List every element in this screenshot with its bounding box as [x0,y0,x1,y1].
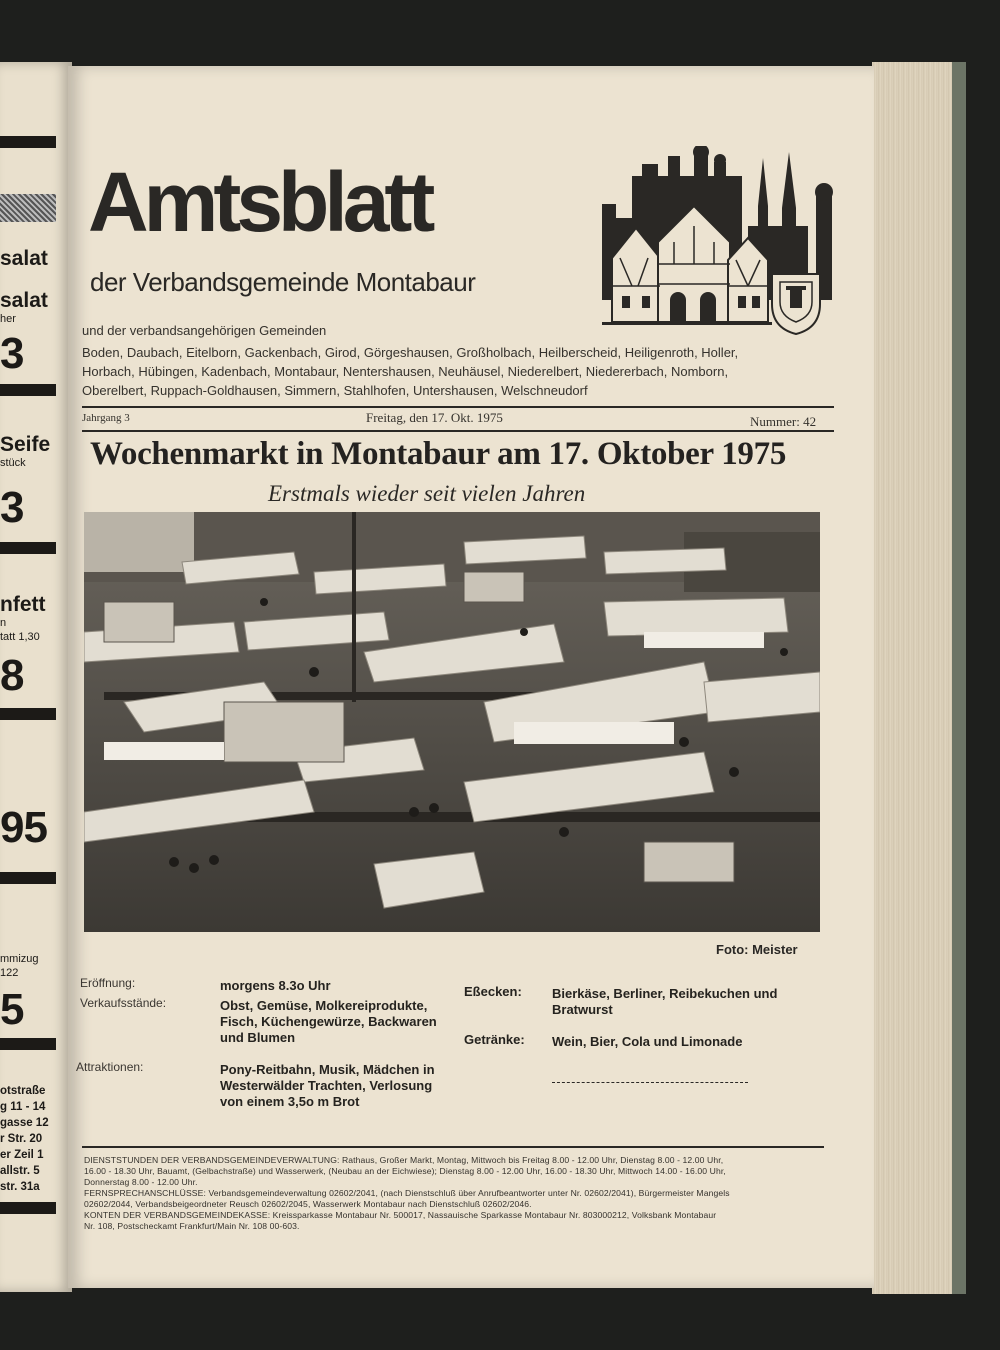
left-page-rule [0,1038,56,1050]
left-page-text: 5 [0,985,24,1034]
left-page-text: salat [0,289,48,312]
label-essecken: Eßecken: [464,984,522,999]
market-photo-icon [84,512,820,932]
left-page-text: salat [0,247,48,270]
value-attraktionen: Pony-Reitbahn, Musik, Mädchen in [220,1062,435,1077]
footer-rule [82,1146,824,1148]
issue-date: Freitag, den 17. Okt. 1975 [366,410,503,425]
left-page-text: r Str. 20 [0,1133,43,1145]
footer-line: Nr. 108, Postscheckamt Frankfurt/Main Nr. 108 00-603. [84,1221,300,1231]
label-eroeffnung: Eröffnung: [80,976,136,990]
town-skyline-crest-icon [602,146,840,336]
left-page-text: Seife [0,433,51,456]
left-page-text: stück [0,457,26,469]
left-page-text: otstraße [0,1085,46,1097]
masthead-title: Amtsblatt [88,155,431,249]
footer-line: 02602/2044, Verbandsbeigeordneter Reusch 02602/2045, Wasserwerk Montabaur nach Dienstschluß 02602/2046. [84,1199,532,1209]
value-essecken: Bratwurst [552,1002,613,1017]
label-verkaufsstaende: Verkaufsstände: [80,996,167,1010]
left-page-text: g 11 - 14 [0,1101,46,1113]
value-essecken: Bierkäse, Berliner, Reibekuchen und [552,986,778,1001]
photo-credit: Foto: Meister [716,942,798,957]
left-page-text: 8 [0,651,24,700]
left-page-rule [0,542,56,554]
left-page-text: gasse 12 [0,1117,49,1129]
left-page-text: 122 [0,967,19,979]
left-page-shaded-band [0,194,56,222]
left-page-text: str. 31a [0,1181,40,1193]
left-page-text: tatt 1,30 [0,631,40,643]
communes-intro: und der verbandsangehörigen Gemeinden [82,323,327,338]
left-page-text: mmizug [0,953,39,965]
book-binding [952,62,966,1294]
left-page-text: 3 [0,483,24,532]
footer-line: 16.00 - 18.30 Uhr, Bauamt, (Gelbachstraße) und Wasserwerk, (Neubau an der Eichwiese); Dienstag 8.00 - 12.00 Uhr, 16.00 - 18.30 Uhr, Mittwoch 14.00 - 16.00 Uhr, [84,1166,726,1176]
book-page-edges [872,62,962,1294]
value-verkaufsstaende: Obst, Gemüse, Molkereiprodukte, [220,998,428,1013]
left-page-text: 3 [0,329,24,378]
left-neighbour-page [0,62,72,1292]
communes-line: Boden, Daubach, Eitelborn, Gackenbach, Girod, Görgeshausen, Großholbach, Heilberscheid, Heiligenroth, Holler, [82,345,739,360]
newspaper-page [68,66,874,1288]
communes-line: Horbach, Hübingen, Kadenbach, Montabaur, Nentershausen, Neuhäusel, Niederelbert, Niedererbach, Nomborn, [82,364,729,379]
left-page-rule [0,1202,56,1214]
issue-number: Nummer: 42 [750,414,817,429]
value-eroeffnung: morgens 8.3o Uhr [220,978,331,993]
left-page-text: allstr. 5 [0,1165,40,1177]
footer-line: KONTEN DER VERBANDSGEMEINDEKASSE: Kreissparkasse Montabaur Nr. 500017, Nassauische Sparkasse Montabaur Nr. 803000212, Volksbank Montabaur [84,1210,717,1220]
label-attraktionen: Attraktionen: [76,1060,144,1074]
left-page-rule [0,708,56,720]
volume-label: Jahrgang 3 [82,412,130,424]
footer-line: FERNSPRECHANSCHLÜSSE: Verbandsgemeindeverwaltung 02602/2041, (nach Dienstschluß über Anrufbeantworter unter Nr. 02602/2041), Bürgermeister Mangels [84,1188,730,1198]
article-headline: Wochenmarkt in Montabaur am 17. Oktober 1975 [90,436,787,472]
dashed-divider [552,1082,748,1083]
value-attraktionen: von einem 3,5o m Brot [220,1094,360,1109]
left-page-text: nfett [0,593,46,616]
communes-line: Oberelbert, Ruppach-Goldhausen, Simmern, Stahlhofen, Untershausen, Welschneudorf [82,383,588,398]
label-getraenke: Getränke: [464,1032,525,1047]
left-page-text: er Zeil 1 [0,1149,44,1161]
left-page-rule [0,872,56,884]
masthead-subtitle: der Verbandsgemeinde Montabaur [90,267,476,297]
footer-line: Donnerstag 8.00 - 12.00 Uhr. [84,1177,198,1187]
footer-line: DIENSTSTUNDEN DER VERBANDSGEMEINDEVERWALTUNG: Rathaus, Großer Markt, Montag, Mittwoch bis Freitag 8.00 - 12.00 Uhr, Dienstag 8.00 - 12.00 Uhr, [84,1155,724,1165]
value-verkaufsstaende: Fisch, Küchengewürze, Backwaren [220,1014,437,1029]
left-page-text: n [0,617,7,629]
left-page-rule [0,136,56,148]
article-subheadline: Erstmals wieder seit vielen Jahren [268,481,586,506]
header-rule [82,430,834,432]
value-getraenke: Wein, Bier, Cola und Limonade [552,1034,743,1049]
left-page-text: her [0,313,16,325]
left-page-text: 95 [0,803,47,852]
header-rule [82,406,834,408]
left-page-rule [0,384,56,396]
value-verkaufsstaende: und Blumen [220,1030,296,1045]
value-attraktionen: Westerwälder Trachten, Verlosung [220,1078,433,1093]
